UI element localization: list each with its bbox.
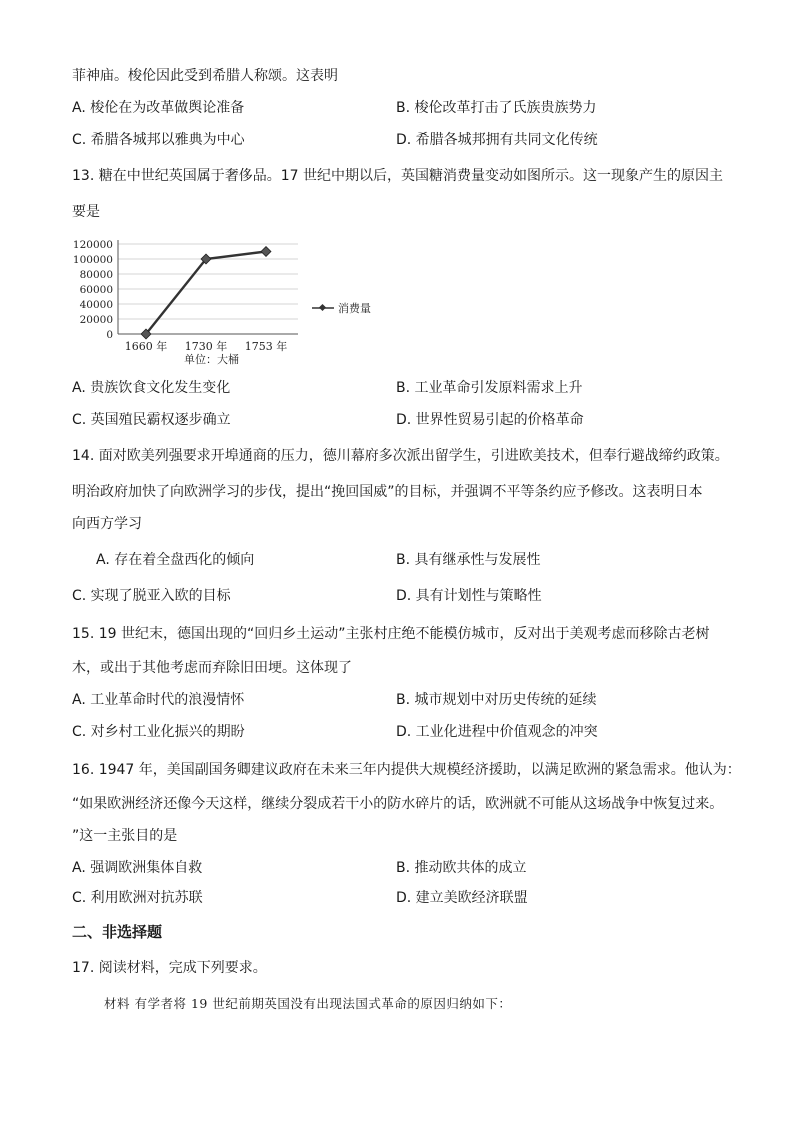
q14-stem-line2: 明治政府加快了向欧洲学习的步伐，提出“挽回国威”的目标，并强调不平等条约应予修改。这表明日本 <box>72 484 703 500</box>
y-tick-label: 120000 <box>72 239 113 251</box>
q15-option-d: D. 工业化进程中价值观念的冲突 <box>396 724 598 740</box>
q14-stem-line1: 14. 面对欧美列强要求开埠通商的压力，德川幕府多次派出留学生，引进欧美技术，但奉行避战缔约政策。 <box>72 448 729 464</box>
q16-option-a: A. 强调欧洲集体自救 <box>72 860 203 876</box>
y-tick-label: 20000 <box>79 314 113 326</box>
chart-legend <box>312 301 371 315</box>
q12-stem-tail: 菲神庙。梭伦因此受到希腊人称颂。这表明 <box>72 68 338 84</box>
q16-stem-line1: 16. 1947 年，美国副国务卿建议政府在未来三年内提供大规模经济援助，以满足欧洲的紧急需求。他认为： <box>72 762 741 778</box>
chart-series <box>141 247 271 339</box>
q14-option-c: C. 实现了脱亚入欧的目标 <box>72 588 231 604</box>
x-tick-label: 1660 年 <box>124 340 168 353</box>
q12-option-b: B. 梭伦改革打击了氏族贵族势力 <box>396 100 597 116</box>
chart-y-ticks <box>73 239 113 341</box>
q15-stem-line2: 木，或出于其他考虑而弃除旧田埂。这体现了 <box>72 660 352 676</box>
q17-stem: 17. 阅读材料，完成下列要求。 <box>72 960 267 976</box>
q17-material: 材料 有学者将 19 世纪前期英国没有出现法国式革命的原因归纳如下： <box>104 996 512 1011</box>
data-point <box>261 247 271 257</box>
legend-label: 消费量 <box>338 302 371 315</box>
q13-option-a: A. 贵族饮食文化发生变化 <box>72 380 231 396</box>
y-tick-label: 0 <box>106 329 113 341</box>
chart-unit-label: 单位：大桶 <box>184 353 239 366</box>
sugar-consumption-chart <box>72 232 372 367</box>
chart-grid <box>118 244 298 319</box>
q13-stem-line1: 13. 糖在中世纪英国属于奢侈品。17 世纪中期以后，英国糖消费量变动如图所示。这一现象产生的原因主 <box>72 168 723 184</box>
q15-option-b: B. 城市规划中对历史传统的延续 <box>396 692 597 708</box>
q14-option-d: D. 具有计划性与策略性 <box>396 588 542 604</box>
q14-option-b: B. 具有继承性与发展性 <box>396 552 541 568</box>
q16-stem-line2: “如果欧洲经济还像今天这样，继续分裂成若干小的防水碎片的话，欧洲就不可能从这场战争中恢复过来。 <box>72 796 724 812</box>
q15-option-a: A. 工业革命时代的浪漫情怀 <box>72 692 245 708</box>
q13-option-c: C. 英国殖民霸权逐步确立 <box>72 412 231 428</box>
q16-option-d: D. 建立美欧经济联盟 <box>396 890 528 906</box>
q12-option-a: A. 梭伦在为改革做舆论准备 <box>72 100 245 116</box>
y-tick-label: 80000 <box>79 269 113 281</box>
q13-stem-line2: 要是 <box>72 204 100 220</box>
y-tick-label: 40000 <box>79 299 113 311</box>
chart-axes <box>118 240 298 334</box>
q12-option-c: C. 希腊各城邦以雅典为中心 <box>72 132 245 148</box>
q15-stem-line1: 15. 19 世纪末，德国出现的“回归乡土运动”主张村庄绝不能模仿城市，反对出于美观考虑而移除古老树 <box>72 626 710 642</box>
q14-option-a: A. 存在着全盘西化的倾向 <box>96 552 255 568</box>
section-title: 二、非选择题 <box>72 923 163 941</box>
x-tick-label: 1753 年 <box>244 340 288 353</box>
q15-option-c: C. 对乡村工业化振兴的期盼 <box>72 724 245 740</box>
x-tick-label: 1730 年 <box>184 340 228 353</box>
legend-marker <box>319 304 326 311</box>
q13-option-d: D. 世界性贸易引起的价格革命 <box>396 412 584 428</box>
q16-option-b: B. 推动欧共体的成立 <box>396 860 527 876</box>
chart-x-ticks <box>125 339 288 353</box>
y-tick-label: 60000 <box>79 284 113 296</box>
q12-option-d: D. 希腊各城邦拥有共同文化传统 <box>396 132 598 148</box>
q13-option-b: B. 工业革命引发原料需求上升 <box>396 380 583 396</box>
q16-option-c: C. 利用欧洲对抗苏联 <box>72 890 203 906</box>
q14-stem-line3: 向西方学习 <box>72 516 142 532</box>
q16-stem-line3: ”这一主张目的是 <box>72 828 178 844</box>
y-tick-label: 100000 <box>72 254 113 266</box>
